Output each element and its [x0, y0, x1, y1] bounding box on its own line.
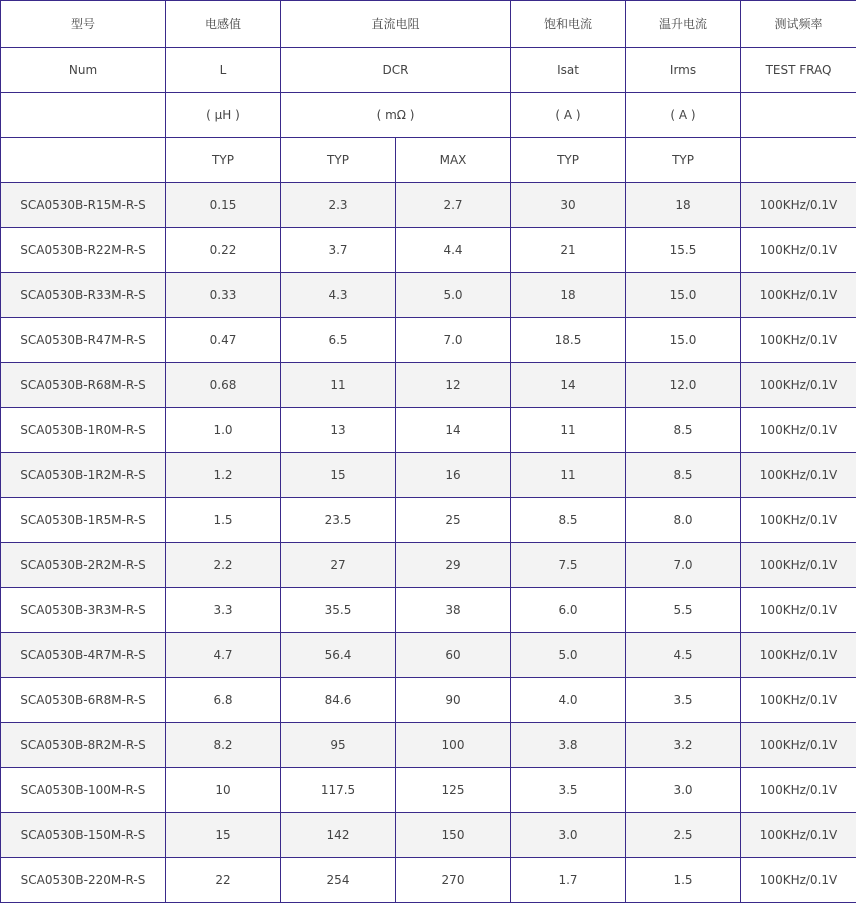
cell-dcr-max: 7.0	[396, 318, 511, 363]
cell-model: SCA0530B-8R2M-R-S	[1, 723, 166, 768]
cell-model: SCA0530B-R47M-R-S	[1, 318, 166, 363]
header-row-chinese	[1, 1, 856, 48]
table-row	[1, 858, 856, 903]
cell-irms: 2.5	[626, 813, 741, 858]
cell-dcr-max: 4.4	[396, 228, 511, 273]
cell-irms: 8.5	[626, 453, 741, 498]
cell-inductance: 10	[166, 768, 281, 813]
cell-irms: 15.0	[626, 273, 741, 318]
header-row-english	[1, 48, 856, 93]
cell-dcr-max: 90	[396, 678, 511, 723]
cell-isat: 6.0	[511, 588, 626, 633]
cell-dcr-max: 5.0	[396, 273, 511, 318]
cell-irms: 4.5	[626, 633, 741, 678]
cell-isat: 11	[511, 408, 626, 453]
cell-inductance: 0.33	[166, 273, 281, 318]
cell-inductance: 6.8	[166, 678, 281, 723]
cell-inductance: 0.68	[166, 363, 281, 408]
table-row	[1, 768, 856, 813]
cell-dcr-max: 2.7	[396, 183, 511, 228]
cell-inductance: 22	[166, 858, 281, 903]
cell-irms: 3.2	[626, 723, 741, 768]
cell-model: SCA0530B-1R2M-R-S	[1, 453, 166, 498]
cell-dcr-typ: 2.3	[281, 183, 396, 228]
table-row	[1, 813, 856, 858]
cell-dcr-typ: 15	[281, 453, 396, 498]
cell-dcr-typ: 117.5	[281, 768, 396, 813]
cell-test-freq: 100KHz/0.1V	[741, 408, 856, 453]
cell-dcr-typ: 23.5	[281, 498, 396, 543]
table-row	[1, 453, 856, 498]
cell-dcr-max: 14	[396, 408, 511, 453]
table-row	[1, 408, 856, 453]
cell-isat: 14	[511, 363, 626, 408]
cell-dcr-max: 16	[396, 453, 511, 498]
cell-dcr-typ: 4.3	[281, 273, 396, 318]
cell-isat: 11	[511, 453, 626, 498]
cell-isat: 18.5	[511, 318, 626, 363]
cell-model: SCA0530B-6R8M-R-S	[1, 678, 166, 723]
cell-model: SCA0530B-150M-R-S	[1, 813, 166, 858]
table-row	[1, 633, 856, 678]
cell-dcr-max: 60	[396, 633, 511, 678]
cell-isat: 21	[511, 228, 626, 273]
cell-irms: 3.5	[626, 678, 741, 723]
cell-test-freq: 100KHz/0.1V	[741, 588, 856, 633]
header-dcr-cn: 直流电阻	[281, 1, 511, 48]
cell-inductance: 4.7	[166, 633, 281, 678]
cell-dcr-max: 100	[396, 723, 511, 768]
header-inductance-typ: TYP	[166, 138, 281, 183]
cell-dcr-typ: 56.4	[281, 633, 396, 678]
cell-inductance: 1.5	[166, 498, 281, 543]
header-irms-typ: TYP	[626, 138, 741, 183]
cell-dcr-typ: 142	[281, 813, 396, 858]
cell-dcr-max: 270	[396, 858, 511, 903]
header-model-cn: 型号	[1, 1, 166, 48]
header-irms-cn: 温升电流	[626, 1, 741, 48]
cell-test-freq: 100KHz/0.1V	[741, 318, 856, 363]
cell-test-freq: 100KHz/0.1V	[741, 768, 856, 813]
cell-irms: 15.5	[626, 228, 741, 273]
cell-model: SCA0530B-R68M-R-S	[1, 363, 166, 408]
cell-isat: 7.5	[511, 543, 626, 588]
cell-model: SCA0530B-3R3M-R-S	[1, 588, 166, 633]
cell-dcr-max: 38	[396, 588, 511, 633]
cell-irms: 15.0	[626, 318, 741, 363]
header-model-unit-empty	[1, 93, 166, 138]
cell-test-freq: 100KHz/0.1V	[741, 858, 856, 903]
cell-inductance: 0.22	[166, 228, 281, 273]
header-dcr-en: DCR	[281, 48, 511, 93]
header-irms-en: Irms	[626, 48, 741, 93]
cell-isat: 5.0	[511, 633, 626, 678]
header-isat-en: Isat	[511, 48, 626, 93]
cell-dcr-max: 12	[396, 363, 511, 408]
cell-test-freq: 100KHz/0.1V	[741, 363, 856, 408]
cell-irms: 8.0	[626, 498, 741, 543]
cell-model: SCA0530B-100M-R-S	[1, 768, 166, 813]
header-dcr-unit: ( mΩ )	[281, 93, 511, 138]
cell-inductance: 3.3	[166, 588, 281, 633]
cell-model: SCA0530B-1R0M-R-S	[1, 408, 166, 453]
cell-irms: 3.0	[626, 768, 741, 813]
header-freq-sub-empty	[741, 138, 856, 183]
cell-irms: 5.5	[626, 588, 741, 633]
cell-inductance: 1.0	[166, 408, 281, 453]
cell-isat: 1.7	[511, 858, 626, 903]
cell-dcr-typ: 13	[281, 408, 396, 453]
cell-model: SCA0530B-R33M-R-S	[1, 273, 166, 318]
cell-test-freq: 100KHz/0.1V	[741, 453, 856, 498]
cell-dcr-typ: 84.6	[281, 678, 396, 723]
cell-dcr-max: 25	[396, 498, 511, 543]
cell-inductance: 0.47	[166, 318, 281, 363]
header-isat-cn: 饱和电流	[511, 1, 626, 48]
cell-isat: 3.5	[511, 768, 626, 813]
cell-dcr-max: 29	[396, 543, 511, 588]
cell-test-freq: 100KHz/0.1V	[741, 813, 856, 858]
header-freq-unit-empty	[741, 93, 856, 138]
cell-dcr-typ: 3.7	[281, 228, 396, 273]
cell-test-freq: 100KHz/0.1V	[741, 543, 856, 588]
header-row-typ-max	[1, 138, 856, 183]
cell-test-freq: 100KHz/0.1V	[741, 633, 856, 678]
cell-isat: 4.0	[511, 678, 626, 723]
header-freq-cn: 测试频率	[741, 1, 856, 48]
cell-dcr-typ: 254	[281, 858, 396, 903]
cell-inductance: 15	[166, 813, 281, 858]
cell-test-freq: 100KHz/0.1V	[741, 183, 856, 228]
cell-dcr-typ: 35.5	[281, 588, 396, 633]
cell-test-freq: 100KHz/0.1V	[741, 723, 856, 768]
cell-inductance: 0.15	[166, 183, 281, 228]
cell-dcr-typ: 27	[281, 543, 396, 588]
header-freq-en: TEST FRAQ	[741, 48, 856, 93]
cell-isat: 30	[511, 183, 626, 228]
cell-dcr-typ: 11	[281, 363, 396, 408]
cell-inductance: 8.2	[166, 723, 281, 768]
cell-irms: 12.0	[626, 363, 741, 408]
cell-inductance: 1.2	[166, 453, 281, 498]
header-inductance-unit: ( μH )	[166, 93, 281, 138]
cell-model: SCA0530B-1R5M-R-S	[1, 498, 166, 543]
header-inductance-cn: 电感值	[166, 1, 281, 48]
table-row	[1, 543, 856, 588]
header-row-units	[1, 93, 856, 138]
table-row	[1, 318, 856, 363]
table-row	[1, 363, 856, 408]
header-model-en: Num	[1, 48, 166, 93]
table-row	[1, 183, 856, 228]
cell-irms: 1.5	[626, 858, 741, 903]
header-isat-typ: TYP	[511, 138, 626, 183]
cell-model: SCA0530B-2R2M-R-S	[1, 543, 166, 588]
cell-isat: 3.0	[511, 813, 626, 858]
header-isat-unit: ( A )	[511, 93, 626, 138]
cell-model: SCA0530B-220M-R-S	[1, 858, 166, 903]
cell-model: SCA0530B-4R7M-R-S	[1, 633, 166, 678]
spec-table-body	[1, 1, 856, 903]
cell-irms: 18	[626, 183, 741, 228]
header-inductance-en: L	[166, 48, 281, 93]
cell-test-freq: 100KHz/0.1V	[741, 498, 856, 543]
cell-model: SCA0530B-R22M-R-S	[1, 228, 166, 273]
cell-test-freq: 100KHz/0.1V	[741, 228, 856, 273]
cell-isat: 18	[511, 273, 626, 318]
cell-dcr-max: 125	[396, 768, 511, 813]
header-dcr-max: MAX	[396, 138, 511, 183]
table-row	[1, 273, 856, 318]
header-irms-unit: ( A )	[626, 93, 741, 138]
table-row	[1, 588, 856, 633]
cell-test-freq: 100KHz/0.1V	[741, 678, 856, 723]
cell-dcr-max: 150	[396, 813, 511, 858]
table-row	[1, 498, 856, 543]
header-dcr-typ: TYP	[281, 138, 396, 183]
table-row	[1, 723, 856, 768]
cell-irms: 7.0	[626, 543, 741, 588]
cell-inductance: 2.2	[166, 543, 281, 588]
header-model-sub-empty	[1, 138, 166, 183]
cell-test-freq: 100KHz/0.1V	[741, 273, 856, 318]
cell-dcr-typ: 95	[281, 723, 396, 768]
cell-irms: 8.5	[626, 408, 741, 453]
table-row	[1, 678, 856, 723]
cell-isat: 3.8	[511, 723, 626, 768]
table-row	[1, 228, 856, 273]
cell-model: SCA0530B-R15M-R-S	[1, 183, 166, 228]
cell-dcr-typ: 6.5	[281, 318, 396, 363]
cell-isat: 8.5	[511, 498, 626, 543]
